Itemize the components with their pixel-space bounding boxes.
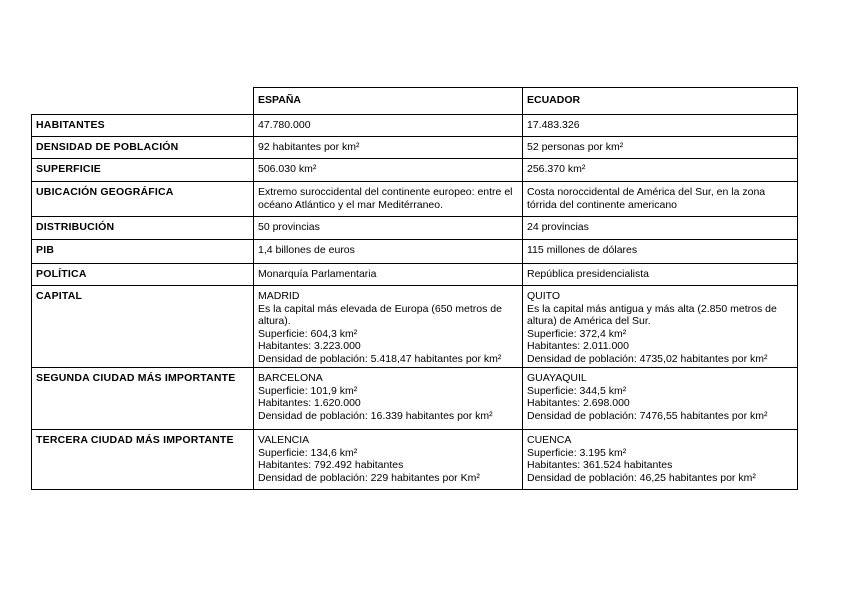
third-city-name-spain: VALENCIA [258, 434, 310, 446]
third-city-surface-ecuador: Superficie: 3.195 km² [527, 446, 627, 459]
row-label-superficie: SUPERFICIE [32, 159, 254, 182]
capital-population-spain: Habitantes: 3.223.000 [258, 340, 361, 352]
table-row [32, 182, 798, 217]
cell-spain-ubicacion: Extremo suroccidental del continente europeo: entre el océano Atlántico y el mar Meditérraneo. [254, 182, 523, 217]
row-label-ubicacion: UBICACIÓN GEOGRÁFICA [32, 182, 254, 217]
cell-spain-third-city [254, 430, 523, 490]
table-row [32, 159, 798, 182]
header-spain: ESPAÑA [254, 88, 523, 115]
third-city-population-spain: Habitantes: 792.492 habitantes [258, 459, 404, 471]
cell-ecuador-second-city [523, 368, 798, 430]
cell-ecuador-capital [523, 286, 798, 368]
second-city-surface-ecuador: Superficie: 344,5 km² [527, 384, 627, 397]
row-label-second-city: SEGUNDA CIUDAD MÁS IMPORTANTE [32, 368, 254, 430]
table-header-row [32, 88, 798, 115]
capital-surface-ecuador: Superficie: 372,4 km² [527, 327, 627, 340]
third-city-name-ecuador: CUENCA [527, 434, 572, 446]
row-label-pib: PIB [32, 240, 254, 264]
second-city-population-spain: Habitantes: 1.620.000 [258, 397, 361, 409]
cell-ecuador-pib: 115 millones de dólares [523, 240, 798, 264]
cell-ecuador-distribucion: 24 provincias [523, 217, 798, 240]
third-city-population-ecuador: Habitantes: 361.524 habitantes [527, 459, 673, 471]
cell-spain-habitantes: 47.780.000 [254, 115, 523, 137]
cell-spain-distribucion: 50 provincias [254, 217, 523, 240]
capital-name-ecuador: QUITO [527, 290, 561, 302]
capital-population-ecuador: Habitantes: 2.011.000 [527, 340, 629, 352]
row-label-capital: CAPITAL [32, 286, 254, 368]
cell-spain-superficie: 506.030 km² [254, 159, 523, 182]
comparison-table [31, 87, 798, 490]
row-label-distribucion: DISTRIBUCIÓN [32, 217, 254, 240]
third-city-surface-spain: Superficie: 134,6 km² [258, 446, 358, 459]
third-city-density-ecuador: Densidad de población: 46,25 habitantes por km² [527, 471, 756, 484]
row-label-third-city: TERCERA CIUDAD MÁS IMPORTANTE [32, 430, 254, 490]
second-city-population-ecuador: Habitantes: 2.698.000 [527, 397, 630, 409]
table-row [32, 217, 798, 240]
cell-spain-densidad: 92 habitantes por km² [254, 137, 523, 159]
second-city-density-ecuador: Densidad de población: 7476,55 habitantes por km² [527, 409, 768, 422]
capital-description-ecuador: Es la capital más antigua y más alta (2.850 metros de altura) de América del Sur. [527, 302, 777, 327]
row-label-habitantes: HABITANTES [32, 115, 254, 137]
capital-name-spain: MADRID [258, 290, 300, 302]
row-label-politica: POLÍTICA [32, 264, 254, 286]
capital-density-ecuador: Densidad de población: 4735,02 habitantes por km² [527, 352, 768, 365]
cell-ecuador-superficie: 256.370 km² [523, 159, 798, 182]
second-city-surface-spain: Superficie: 101,9 km² [258, 384, 358, 397]
cell-ecuador-ubicacion: Costa noroccidental de América del Sur, en la zona tórrida del continente americano [523, 182, 798, 217]
table-row [32, 240, 798, 264]
cell-ecuador-politica: República presidencialista [523, 264, 798, 286]
row-label-densidad: DENSIDAD DE POBLACIÓN [32, 137, 254, 159]
cell-spain-second-city [254, 368, 523, 430]
cell-ecuador-densidad: 52 personas por km² [523, 137, 798, 159]
header-ecuador: ECUADOR [523, 88, 798, 115]
table-row [32, 286, 798, 368]
second-city-name-ecuador: GUAYAQUIL [527, 372, 587, 384]
table-row [32, 264, 798, 286]
second-city-density-spain: Densidad de población: 16.339 habitantes por km² [258, 409, 493, 422]
table-row [32, 430, 798, 490]
table-row [32, 137, 798, 159]
capital-surface-spain: Superficie: 604,3 km² [258, 327, 358, 340]
capital-density-spain: Densidad de población: 5.418,47 habitantes por km² [258, 352, 502, 365]
cell-spain-politica: Monarquía Parlamentaria [254, 264, 523, 286]
cell-ecuador-habitantes: 17.483.326 [523, 115, 798, 137]
table-row [32, 368, 798, 430]
header-corner-cell [32, 88, 254, 115]
third-city-density-spain: Densidad de población: 229 habitantes por Km² [258, 471, 480, 484]
cell-spain-capital [254, 286, 523, 368]
cell-spain-pib: 1,4 billones de euros [254, 240, 523, 264]
table-row [32, 115, 798, 137]
cell-ecuador-third-city [523, 430, 798, 490]
capital-description-spain: Es la capital más elevada de Europa (650 metros de altura). [258, 302, 502, 327]
second-city-name-spain: BARCELONA [258, 372, 323, 384]
